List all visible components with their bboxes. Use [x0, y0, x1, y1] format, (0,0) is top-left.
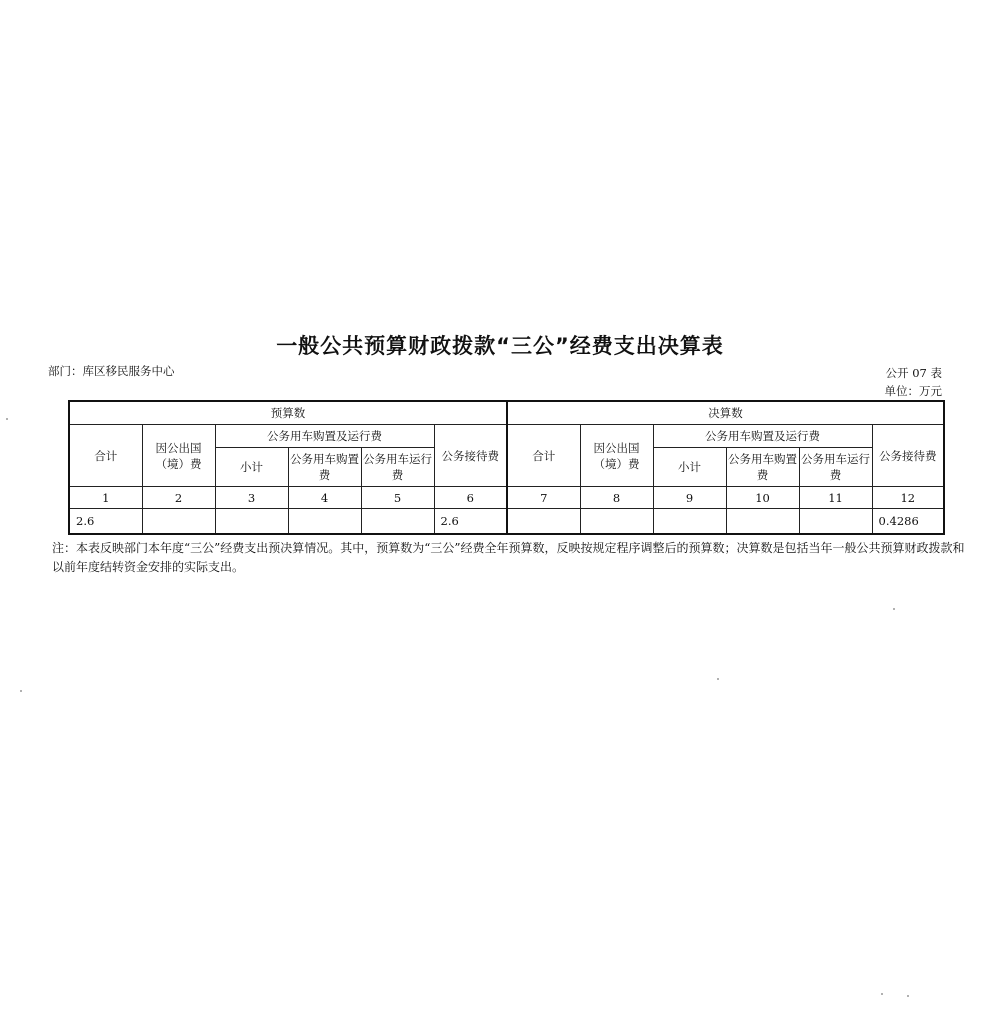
form-number: 公开 07 表 [885, 366, 942, 380]
column-number: 6 [434, 487, 507, 509]
group-final: 决算数 [507, 401, 944, 425]
header-budget-subtotal: 小计 [215, 448, 288, 487]
scan-speck [881, 993, 883, 995]
value-cell [507, 509, 580, 535]
header-budget-vehicle-operation: 公务用车运行费 [361, 448, 434, 487]
table-note: 注：本表反映部门本年度“三公”经费支出预决算情况。其中，预算数为“三公”经费全年预算数，反映按规定程序调整后的预算数；决算数是包括当年一般公共预算财政拨款和以前年度结转资金安排的实际支出。 [52, 541, 965, 574]
column-number: 12 [872, 487, 944, 509]
value-cell [142, 509, 215, 535]
column-number: 5 [361, 487, 434, 509]
header-final-abroad: 因公出国（境）费 [580, 425, 653, 487]
header-final-vehicle: 公务用车购置及运行费 [653, 425, 872, 448]
header-budget-vehicle-purchase: 公务用车购置费 [288, 448, 361, 487]
column-number-row [69, 487, 944, 509]
column-number: 11 [799, 487, 872, 509]
header-final-reception: 公务接待费 [872, 425, 944, 487]
value-cell [653, 509, 726, 535]
column-number: 4 [288, 487, 361, 509]
header-budget-reception: 公务接待费 [434, 425, 507, 487]
value-cell [580, 509, 653, 535]
header-budget-vehicle: 公务用车购置及运行费 [215, 425, 434, 448]
column-number: 3 [215, 487, 288, 509]
scan-speck [717, 678, 719, 680]
page-title: 一般公共预算财政拨款“三公”经费支出决算表 [276, 334, 724, 358]
value-cell: 0.4286 [872, 509, 944, 535]
unit-label: 单位：万元 [884, 384, 942, 398]
header-final-subtotal: 小计 [653, 448, 726, 487]
department-label: 部门：库区移民服务中心 [48, 364, 175, 378]
scan-speck [6, 418, 8, 420]
header-final-vehicle-purchase: 公务用车购置费 [726, 448, 799, 487]
column-number: 8 [580, 487, 653, 509]
group-budget: 预算数 [69, 401, 507, 425]
header-budget-abroad: 因公出国（境）费 [142, 425, 215, 487]
header-final-vehicle-operation: 公务用车运行费 [799, 448, 872, 487]
scan-speck [907, 995, 909, 997]
value-cell: 2.6 [434, 509, 507, 535]
column-number: 2 [142, 487, 215, 509]
column-number: 9 [653, 487, 726, 509]
value-cell [215, 509, 288, 535]
value-row [69, 509, 944, 535]
expenditure-table [68, 400, 945, 535]
column-number: 10 [726, 487, 799, 509]
scan-speck [20, 690, 22, 692]
column-number: 1 [69, 487, 142, 509]
value-cell [799, 509, 872, 535]
value-cell [726, 509, 799, 535]
column-number: 7 [507, 487, 580, 509]
value-cell [361, 509, 434, 535]
header-final-total: 合计 [507, 425, 580, 487]
scan-speck [893, 608, 895, 610]
header-budget-total: 合计 [69, 425, 142, 487]
value-cell [288, 509, 361, 535]
value-cell: 2.6 [69, 509, 142, 535]
